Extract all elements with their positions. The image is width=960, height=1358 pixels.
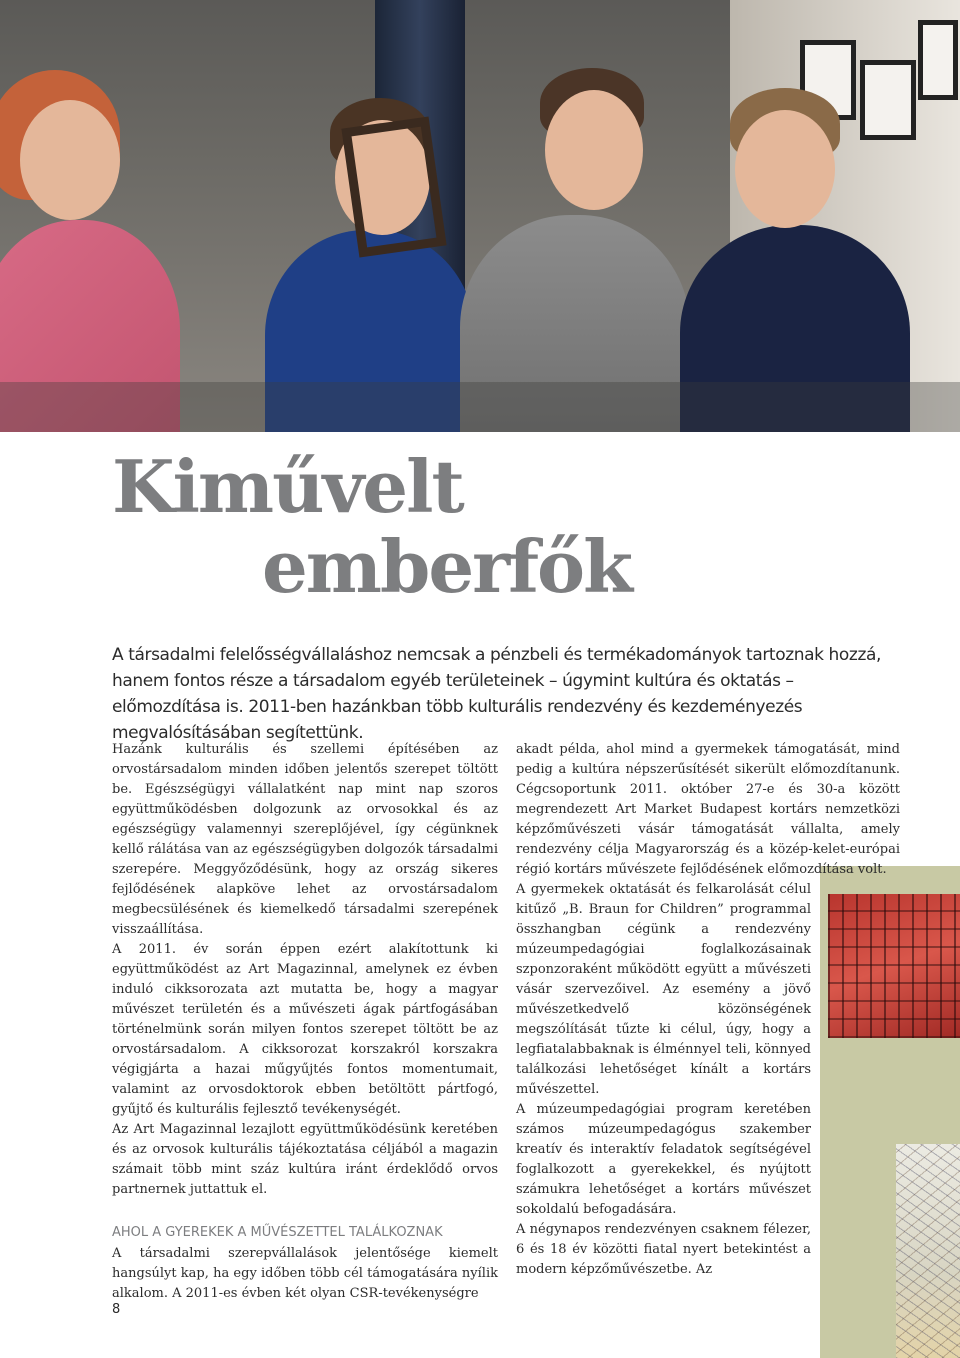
body-paragraph: Hazánk kulturális és szellemi építésében az orvostársadalom minden időben jelentős szerepet töltött be. Egészségügyi vállalatként nap mint nap szoros együttműködésben dolgozunk az orvosokkal és az egészségügy valamennyi szereplőjével, így cégünknek kellő rálátása van az egészségügyben dolgozók társadalmi szerepére. Meggyőződésünk, hogy az ország sikeres fejlődésének alapköve lehet az orvostársadalom megbecsülésének és kiemelkedő társadalmi szerepének visszaállítása.	[112, 742, 498, 937]
face	[735, 110, 835, 228]
lead-paragraph: A társadalmi felelősségvállaláshoz nemcsak a pénzbeli és termékadományok tartoznak hozzá, hanem fontos része a társadalom egyéb területeinek – úgymint kultúra és oktatás – előmozdítása is. 2011-ben hazánkban több kulturális rendezvény és kezdeményezés megvalósításában segítettünk.	[112, 645, 882, 743]
section-subheading: AHOL A GYEREKEK A MŰVÉSZETTEL TALÁLKOZNAK	[112, 1225, 443, 1240]
title-line-1: Kiművelt	[112, 444, 463, 529]
body-paragraph: A múzeumpedagógiai program keretében számos múzeumpedagógus szakember kreatív és interaktív feladatok segítségével foglalkozott a gyerekekkel, és nyújtott számukra lehetőséget a kortárs művészet sokoldalú befogadására.	[516, 1102, 811, 1217]
held-picture-frame	[341, 117, 446, 258]
right-column	[516, 740, 900, 1280]
body-paragraph: A 2011. év során éppen ezért alakítottunk ki együttműködést az Art Magazinnal, amelynek ez évben induló cikksorozata azt mutatta be, hogy a magyar művészet területén és a művészeti ágak pártfogásában történelmünk során milyen fontos szerepet töltött be az orvostársadalom. A cikksorozat korszakról korszakra végigjárta a hazai műgyűjtés fontos momentumait, valamint az orvosdoktorok ebben betöltött pártfogó, gyűjtő és kulturális fejlesztő tevékenységét.	[112, 942, 498, 1117]
sketch-artwork-image	[896, 1144, 960, 1358]
face	[545, 90, 643, 210]
left-column	[112, 740, 498, 1304]
photo-floor-shadow	[0, 382, 960, 432]
body-paragraph: Az Art Magazinnal lezajlott együttműködésünk keretében és az orvosok kulturális tájékoztatása céljából a magazin számait több mint száz kultúra iránt érdeklődő orvos partnernek juttattuk el.	[112, 1122, 498, 1197]
wall-artwork	[860, 60, 916, 140]
header-photo	[0, 0, 960, 432]
body-paragraph: akadt példa, ahol mind a gyermekek támogatását, mind pedig a kultúra népszerűsítését sikerült előmozdítanunk. Cégcsoportunk 2011. október 27-e és 30-a között megrendezett Art Market Budapest kortárs nemzetközi képzőművészeti vásár támogatását vállalta, amely rendezvény célja Magyarország és a közép-kelet-európai régió kortárs művészete fejlődésének előmozdítása volt.	[516, 742, 900, 877]
page-title	[112, 444, 631, 609]
wall-artwork	[918, 20, 958, 100]
face	[20, 100, 120, 220]
body-paragraph: A társadalmi szerepvállalások jelentősége kiemelt hangsúlyt kap, ha egy időben több cél támogatására nyílik alkalom. A 2011-es évben két olyan CSR-tevékenységre	[112, 1246, 498, 1301]
body-paragraph: A gyermekek oktatását és felkarolását célul kitűző „B. Braun for Children” programmal összhangban cégünk a rendezvény múzeumpedagógiai foglalkozásainak szponzoraként működött együtt a művészeti vásár szervezőivel. Az esemény a jövő művészetkedvelő közönségének megszólítását tűzte ki célul, úgy, hogy a legfiatalabbaknak is élménnyel teli, könnyed találkozási lehetőséget kínált a kortárs művészettel.	[516, 882, 811, 1097]
page-number: 8	[112, 1302, 121, 1317]
narrow-text-block	[516, 880, 811, 1280]
title-line-2: emberfők	[262, 524, 631, 609]
body-paragraph: A négynapos rendezvényen csaknem félezer, 6 és 18 év közötti fiatal nyert betekintést a modern képzőművészetbe. Az	[516, 1222, 811, 1277]
